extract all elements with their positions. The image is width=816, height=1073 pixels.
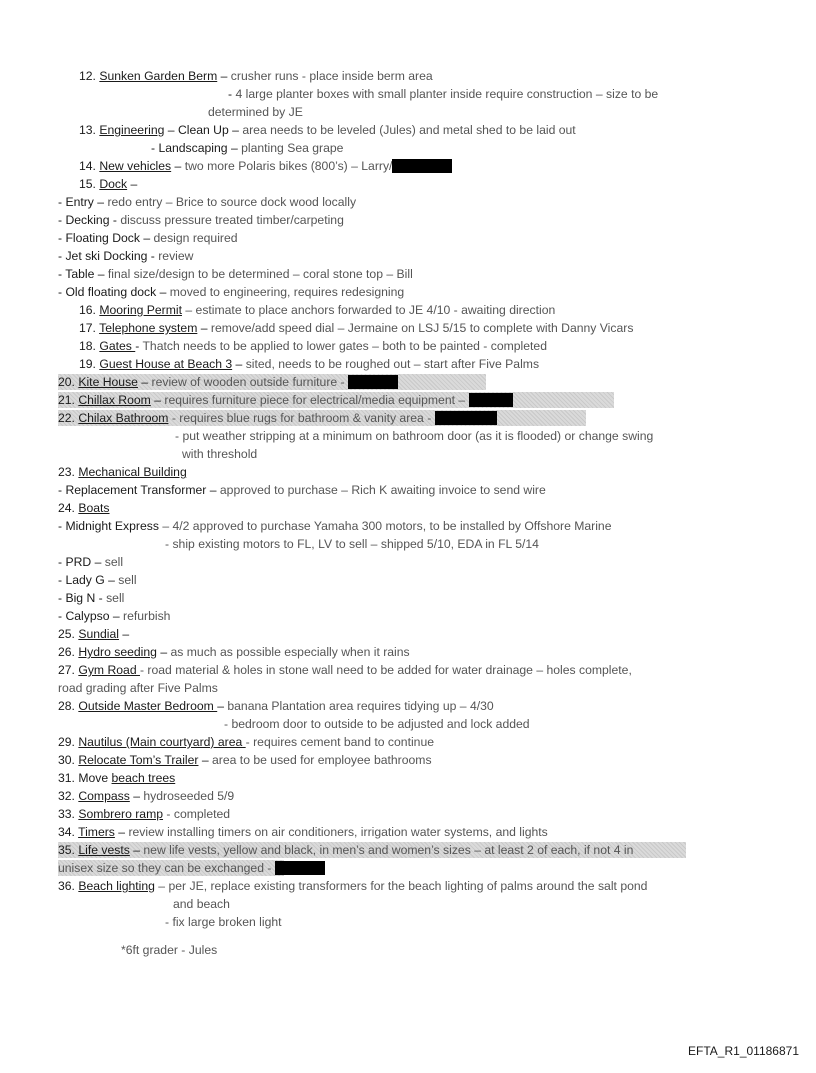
line-text: review installing timers on air conditioners, irrigation water systems, and lights (128, 825, 548, 839)
document-line (58, 391, 788, 409)
line-text: new life vests, yellow and black, in men’s and women’s sizes – at least 2 of each, if not 4 in (143, 843, 634, 857)
line-text: 19. (79, 357, 100, 371)
line-text: - fix large broken light (165, 915, 282, 929)
document-line (58, 85, 788, 103)
line-text: – (137, 375, 152, 389)
line-text: 26. (58, 645, 79, 659)
line-text: 32. (58, 789, 79, 803)
document-line (58, 643, 788, 661)
line-text: – estimate to place anchors forwarded to JE 4/10 - awaiting direction (181, 303, 556, 317)
line-text: 30. (58, 753, 79, 767)
line-text: area needs to be leveled (Jules) and metal shed to be laid out (242, 123, 576, 137)
document-line (58, 823, 788, 841)
line-text: Chilax Bathroom (78, 411, 169, 425)
line-text: - Midnight Express (58, 519, 163, 533)
redaction-box (392, 159, 452, 173)
document-line (58, 67, 788, 85)
line-text: 36. (58, 879, 79, 893)
footnote: *6ft grader - Jules (121, 943, 218, 957)
line-text: - Landscaping – (151, 141, 242, 155)
line-text: review (158, 249, 194, 263)
line-text: New vehicles (99, 159, 172, 173)
document-line (58, 877, 788, 895)
line-text: banana Plantation area requires tidying up – 4/30 (227, 699, 494, 713)
line-text: 16. (79, 303, 100, 317)
line-text: 21. (58, 393, 79, 407)
line-text: remove/add speed dial – Jermaine on LSJ 5/15 to complete with Danny Vicars (210, 321, 634, 335)
document-line (58, 175, 788, 193)
document-line (58, 589, 788, 607)
line-text: – (197, 321, 211, 335)
line-text: Engineering (99, 123, 165, 137)
document-line (58, 355, 788, 373)
document-line (58, 103, 788, 121)
line-text: - Big N - (58, 591, 107, 605)
line-text: final size/design to be determined – coral stone top – Bill (107, 267, 413, 281)
line-text: sited, needs to be roughed out – start after Five Palms (245, 357, 540, 371)
line-text: Relocate Tom’s Trailer (78, 753, 199, 767)
line-text: – (114, 825, 129, 839)
line-text: - Decking - (58, 213, 121, 227)
line-text: discuss pressure treated timber/carpeting (120, 213, 344, 227)
line-text: - put weather stripping at a minimum on bathroom door (as it is flooded) or change swing (175, 429, 654, 443)
line-text: – (119, 627, 130, 641)
line-text: Sundial (78, 627, 120, 641)
line-text: 12. (79, 69, 100, 83)
redaction-box (348, 375, 398, 389)
line-text: sell (118, 573, 137, 587)
document-line (58, 139, 788, 157)
line-text: – (198, 753, 213, 767)
line-text: - Entry – (58, 195, 108, 209)
line-text: two more Polaris bikes (800’s) – Larry/ (184, 159, 393, 173)
document-line (58, 553, 788, 571)
line-text: - Lady G – (58, 573, 119, 587)
document-line (58, 301, 788, 319)
line-text: requires furniture piece for electrical/media equipment – (164, 393, 469, 407)
line-text: 18. (79, 339, 100, 353)
document-line (58, 157, 788, 175)
line-text: – (129, 789, 144, 803)
line-text: Nautilus (Main courtyard) area (78, 735, 246, 749)
line-text: 28. (58, 699, 79, 713)
line-text: - (135, 339, 143, 353)
line-text: 29. (58, 735, 79, 749)
document-line (58, 283, 788, 301)
line-text: Timers (78, 825, 115, 839)
document-line (58, 445, 788, 463)
line-text: Gym Road (78, 663, 140, 677)
line-text: 24. (58, 501, 79, 515)
line-text: Boats (78, 501, 110, 515)
document-line (58, 769, 788, 787)
line-text: approved to purchase – Rich K awaiting invoice to send wire (219, 483, 546, 497)
line-text: - Old floating dock – (58, 285, 170, 299)
line-text: – (150, 393, 165, 407)
document-line (58, 751, 788, 769)
document-line (58, 121, 788, 139)
line-text: - PRD – (58, 555, 105, 569)
line-text: 31. Move (58, 771, 112, 785)
document-line (58, 697, 788, 715)
document-id: EFTA_R1_01186871 (688, 1044, 799, 1058)
line-text: - Table – (58, 267, 108, 281)
document-line (58, 679, 788, 697)
document-line (58, 517, 788, 535)
document-line (58, 535, 788, 553)
document-line (58, 409, 788, 427)
redaction-box (469, 393, 513, 407)
document-line (58, 211, 788, 229)
line-text: crusher runs - place inside berm area (230, 69, 433, 83)
line-text: - requires blue rugs for bathroom & vanity area - (168, 411, 435, 425)
line-text: determined by JE (208, 105, 303, 119)
line-text: review of wooden outside furniture - (151, 375, 348, 389)
line-text: Hydro seeding (78, 645, 157, 659)
line-text: – (217, 69, 231, 83)
line-text: - bedroom door to outside to be adjusted and lock added (224, 717, 530, 731)
line-text: 33. (58, 807, 79, 821)
line-text: Chillax Room (78, 393, 151, 407)
line-text: - ship existing motors to FL, LV to sell – shipped 5/10, EDA in FL 5/14 (165, 537, 539, 551)
document-line (58, 895, 788, 913)
line-text: – (171, 159, 185, 173)
document-line (58, 247, 788, 265)
document-line (58, 805, 788, 823)
line-text: sell (106, 591, 125, 605)
line-text: - requires cement band to continue (245, 735, 434, 749)
line-text: unisex size so they can be exchanged - (58, 861, 275, 875)
line-text: – 4/2 approved to purchase Yamaha 300 motors, to be installed by Offshore Marine (162, 519, 612, 533)
document-line (58, 427, 788, 445)
line-text: Beach lighting (78, 879, 155, 893)
line-text: redo entry – Brice to source dock wood locally (107, 195, 357, 209)
document-line (58, 607, 788, 625)
document-line (58, 787, 788, 805)
line-text: – (232, 357, 246, 371)
document-body (58, 67, 788, 931)
line-text: 22. (58, 411, 79, 425)
line-text: Kite House (78, 375, 138, 389)
line-text: Guest House at Beach 3 (99, 357, 233, 371)
line-text: road grading after Five Palms (58, 681, 218, 695)
line-text: planting Sea grape (241, 141, 344, 155)
line-text: sell (104, 555, 124, 569)
line-text: Dock (99, 177, 128, 191)
line-text: 13. (79, 123, 100, 137)
document-line (58, 319, 788, 337)
line-text: - Calypso – (58, 609, 124, 623)
line-text: Thatch needs to be applied to lower gates – both to be painted - completed (142, 339, 547, 353)
line-text: refurbish (123, 609, 171, 623)
line-text: 20. (58, 375, 79, 389)
document-line (58, 265, 788, 283)
line-text: 17. (79, 321, 100, 335)
line-text: and beach (173, 897, 230, 911)
document-line (58, 337, 788, 355)
document-line (58, 481, 788, 499)
line-text: Compass (78, 789, 130, 803)
line-text: Gates (99, 339, 136, 353)
document-line (58, 913, 788, 931)
line-text: - Replacement Transformer – (58, 483, 220, 497)
document-line (58, 733, 788, 751)
line-text: 27. (58, 663, 79, 677)
line-text: 35. (58, 843, 79, 857)
line-text: 23. (58, 465, 79, 479)
document-line (58, 499, 788, 517)
line-text: area to be used for employee bathrooms (212, 753, 432, 767)
line-text: – (217, 699, 228, 713)
document-line (58, 661, 788, 679)
redaction-box (275, 861, 325, 875)
document-line (58, 841, 788, 859)
redaction-box (435, 411, 497, 425)
line-text: 34. (58, 825, 79, 839)
document-line (58, 571, 788, 589)
document-line (58, 625, 788, 643)
line-text: – per JE, replace existing transformers for the beach lighting of palms around the salt pond (154, 879, 648, 893)
line-text: 4 large planter boxes with small planter inside require construction – size to be (235, 87, 659, 101)
line-text: moved to engineering, requires redesigning (169, 285, 405, 299)
line-text: - (228, 87, 236, 101)
line-text: 25. (58, 627, 79, 641)
line-text: Mechanical Building (78, 465, 187, 479)
line-text: Outside Master Bedroom (78, 699, 218, 713)
document-line (58, 715, 788, 733)
document-line (58, 373, 788, 391)
document-line (58, 229, 788, 247)
document-line (58, 463, 788, 481)
line-text: Life vests (78, 843, 130, 857)
line-text: – (156, 645, 171, 659)
line-text: – (127, 177, 138, 191)
line-text: with threshold (182, 447, 258, 461)
line-text: as much as possible especially when it rains (170, 645, 410, 659)
line-text: Sunken Garden Berm (99, 69, 218, 83)
line-text: - Jet ski Docking - (58, 249, 159, 263)
line-text: – Clean Up – (164, 123, 243, 137)
line-text: design required (153, 231, 238, 245)
line-text: - completed (163, 807, 231, 821)
line-text: 15. (79, 177, 100, 191)
line-text: 14. (79, 159, 100, 173)
line-text: hydroseeded 5/9 (143, 789, 235, 803)
line-text: - Floating Dock – (58, 231, 154, 245)
document-line (58, 859, 788, 877)
document-line (58, 193, 788, 211)
line-text: Sombrero ramp (78, 807, 164, 821)
line-text: Telephone system (99, 321, 198, 335)
line-text: Mooring Permit (99, 303, 182, 317)
line-text: – (129, 843, 144, 857)
line-text: beach trees (111, 771, 176, 785)
line-text: - road material & holes in stone wall need to be added for water drainage – holes complete, (139, 663, 632, 677)
